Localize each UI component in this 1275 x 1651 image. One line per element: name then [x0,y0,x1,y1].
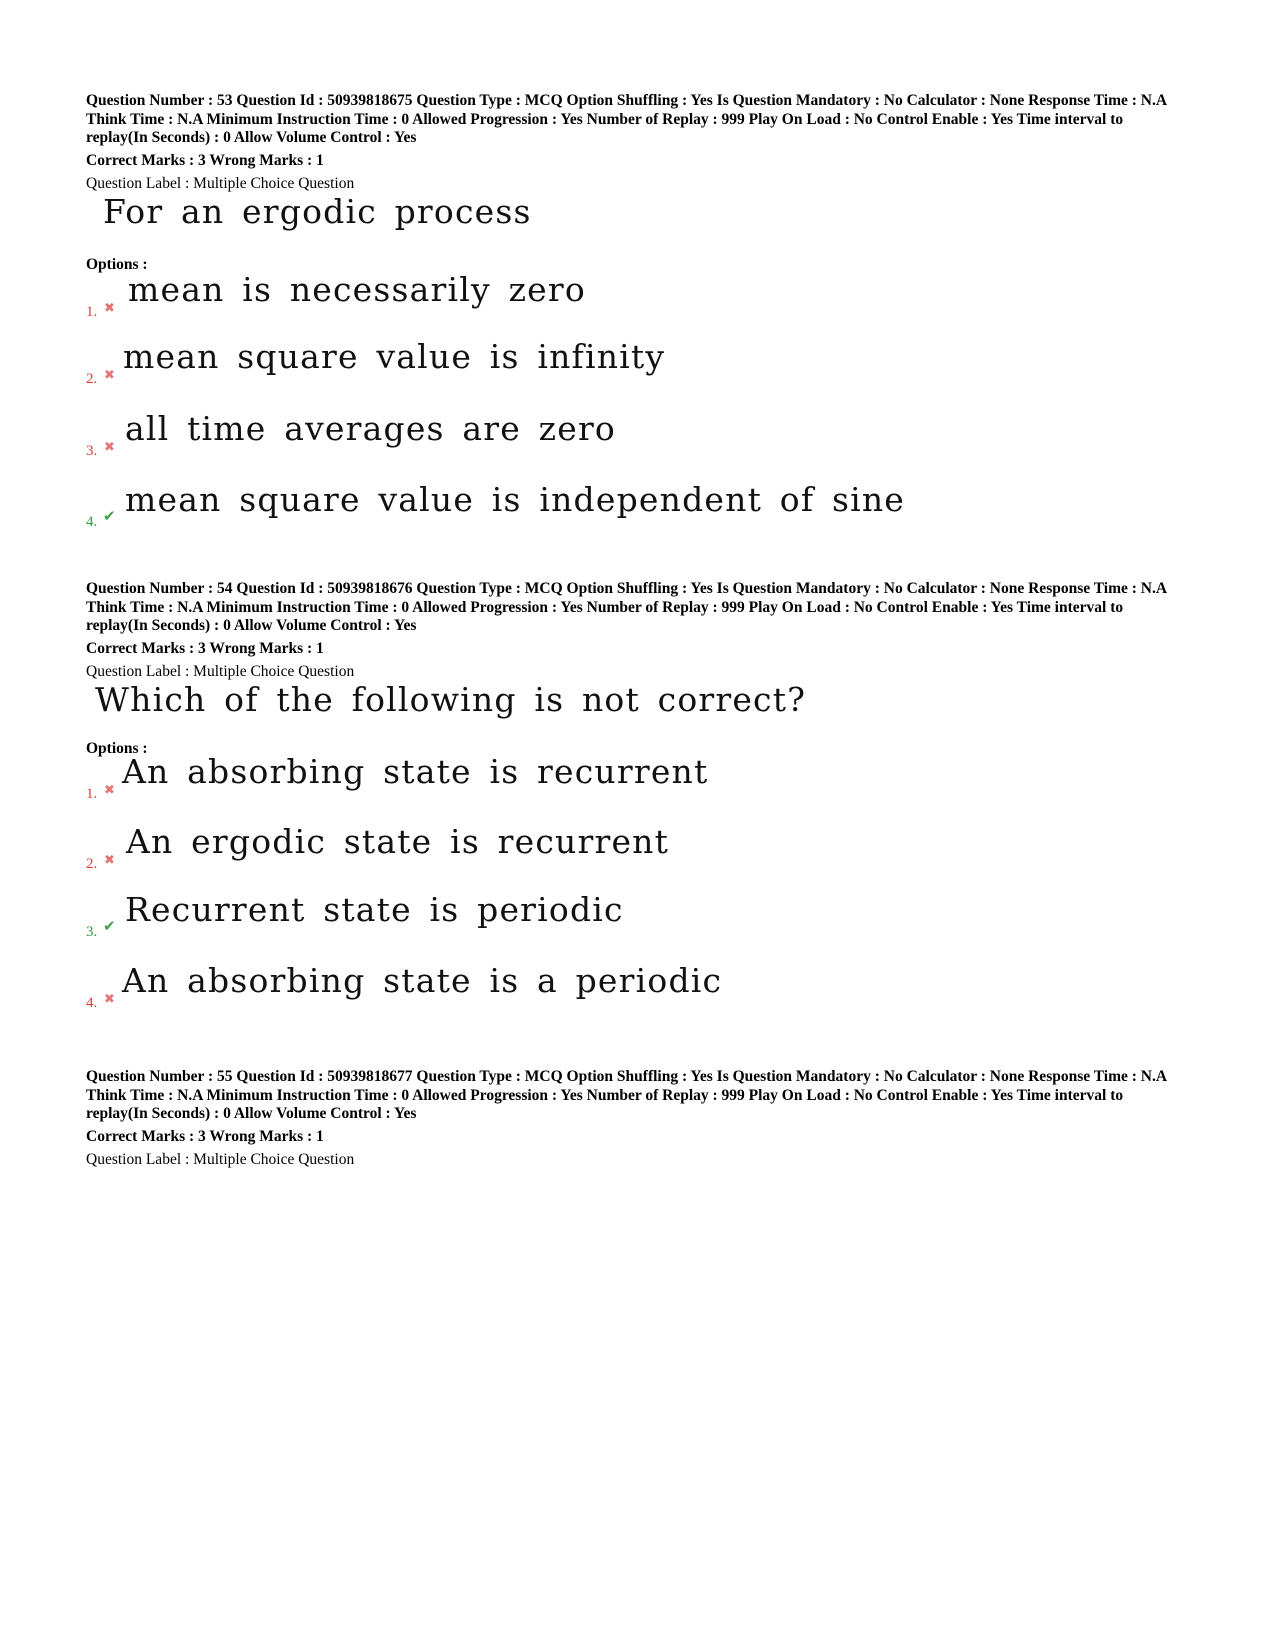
option-number: 2. [86,856,98,872]
option-text: mean is necessarily zero [128,270,586,309]
option-item [86,409,1086,459]
cross-mark-icon: ✖ [104,367,115,382]
question-53-header [86,92,1176,193]
option-number: 1. [86,304,98,320]
option-number: 3. [86,443,98,459]
option-text: mean square value is independent of sine [125,480,906,519]
question-label: Question Label : Multiple Choice Question [86,662,355,680]
option-item [86,480,1086,530]
option-number: 4. [86,995,98,1011]
check-mark-icon: ✔ [103,919,116,935]
option-text: Recurrent state is periodic [125,890,624,929]
option-number: 2. [86,371,98,387]
option-item [86,337,1086,387]
option-text: An ergodic state is recurrent [126,822,670,861]
check-mark-icon: ✔ [103,509,116,525]
option-item [86,890,1086,940]
cross-mark-icon: ✖ [104,300,115,315]
question-meta: Question Number : 54 Question Id : 50939818676 Question Type : MCQ Option Shuffling : Yes Is Question Mandatory : No Calculator : None Response Time : N.A Think Time : N.A Minimum Instruction Time : 0 Allowed Progression : Yes Number of Replay : 999 Play On Load : No Control Enable : Yes Time interval to replay(In Seconds) : 0 Allow Volume Control : Yes [86,580,1167,634]
question-54-header [86,580,1176,681]
question-text: For an ergodic process [103,192,532,231]
option-number: 1. [86,786,98,802]
question-marks: Correct Marks : 3 Wrong Marks : 1 [86,151,324,169]
cross-mark-icon: ✖ [104,991,115,1006]
question-marks: Correct Marks : 3 Wrong Marks : 1 [86,639,324,657]
option-text: An absorbing state is a periodic [122,961,723,1000]
cross-mark-icon: ✖ [104,782,115,797]
cross-mark-icon: ✖ [104,852,115,867]
cross-mark-icon: ✖ [104,439,115,454]
question-meta: Question Number : 53 Question Id : 50939818675 Question Type : MCQ Option Shuffling : Yes Is Question Mandatory : No Calculator : None Response Time : N.A Think Time : N.A Minimum Instruction Time : 0 Allowed Progression : Yes Number of Replay : 999 Play On Load : No Control Enable : Yes Time interval to replay(In Seconds) : 0 Allow Volume Control : Yes [86,92,1167,146]
option-item [86,822,1086,872]
option-text: all time averages are zero [125,409,616,448]
question-meta: Question Number : 55 Question Id : 50939818677 Question Type : MCQ Option Shuffling : Yes Is Question Mandatory : No Calculator : None Response Time : N.A Think Time : N.A Minimum Instruction Time : 0 Allowed Progression : Yes Number of Replay : 999 Play On Load : No Control Enable : Yes Time interval to replay(In Seconds) : 0 Allow Volume Control : Yes [86,1068,1167,1122]
question-55-header [86,1068,1176,1169]
option-item [86,961,1086,1011]
question-text: Which of the following is not correct? [95,680,807,719]
option-item [86,752,1086,802]
option-number: 3. [86,924,98,940]
option-text: An absorbing state is recurrent [122,752,709,791]
options-heading: Options : [86,256,148,273]
option-item [86,270,1086,320]
question-label: Question Label : Multiple Choice Question [86,174,355,192]
question-label: Question Label : Multiple Choice Question [86,1150,355,1168]
option-text: mean square value is infinity [123,337,666,376]
question-marks: Correct Marks : 3 Wrong Marks : 1 [86,1127,324,1145]
option-number: 4. [86,514,98,530]
options-heading: Options : [86,740,148,757]
